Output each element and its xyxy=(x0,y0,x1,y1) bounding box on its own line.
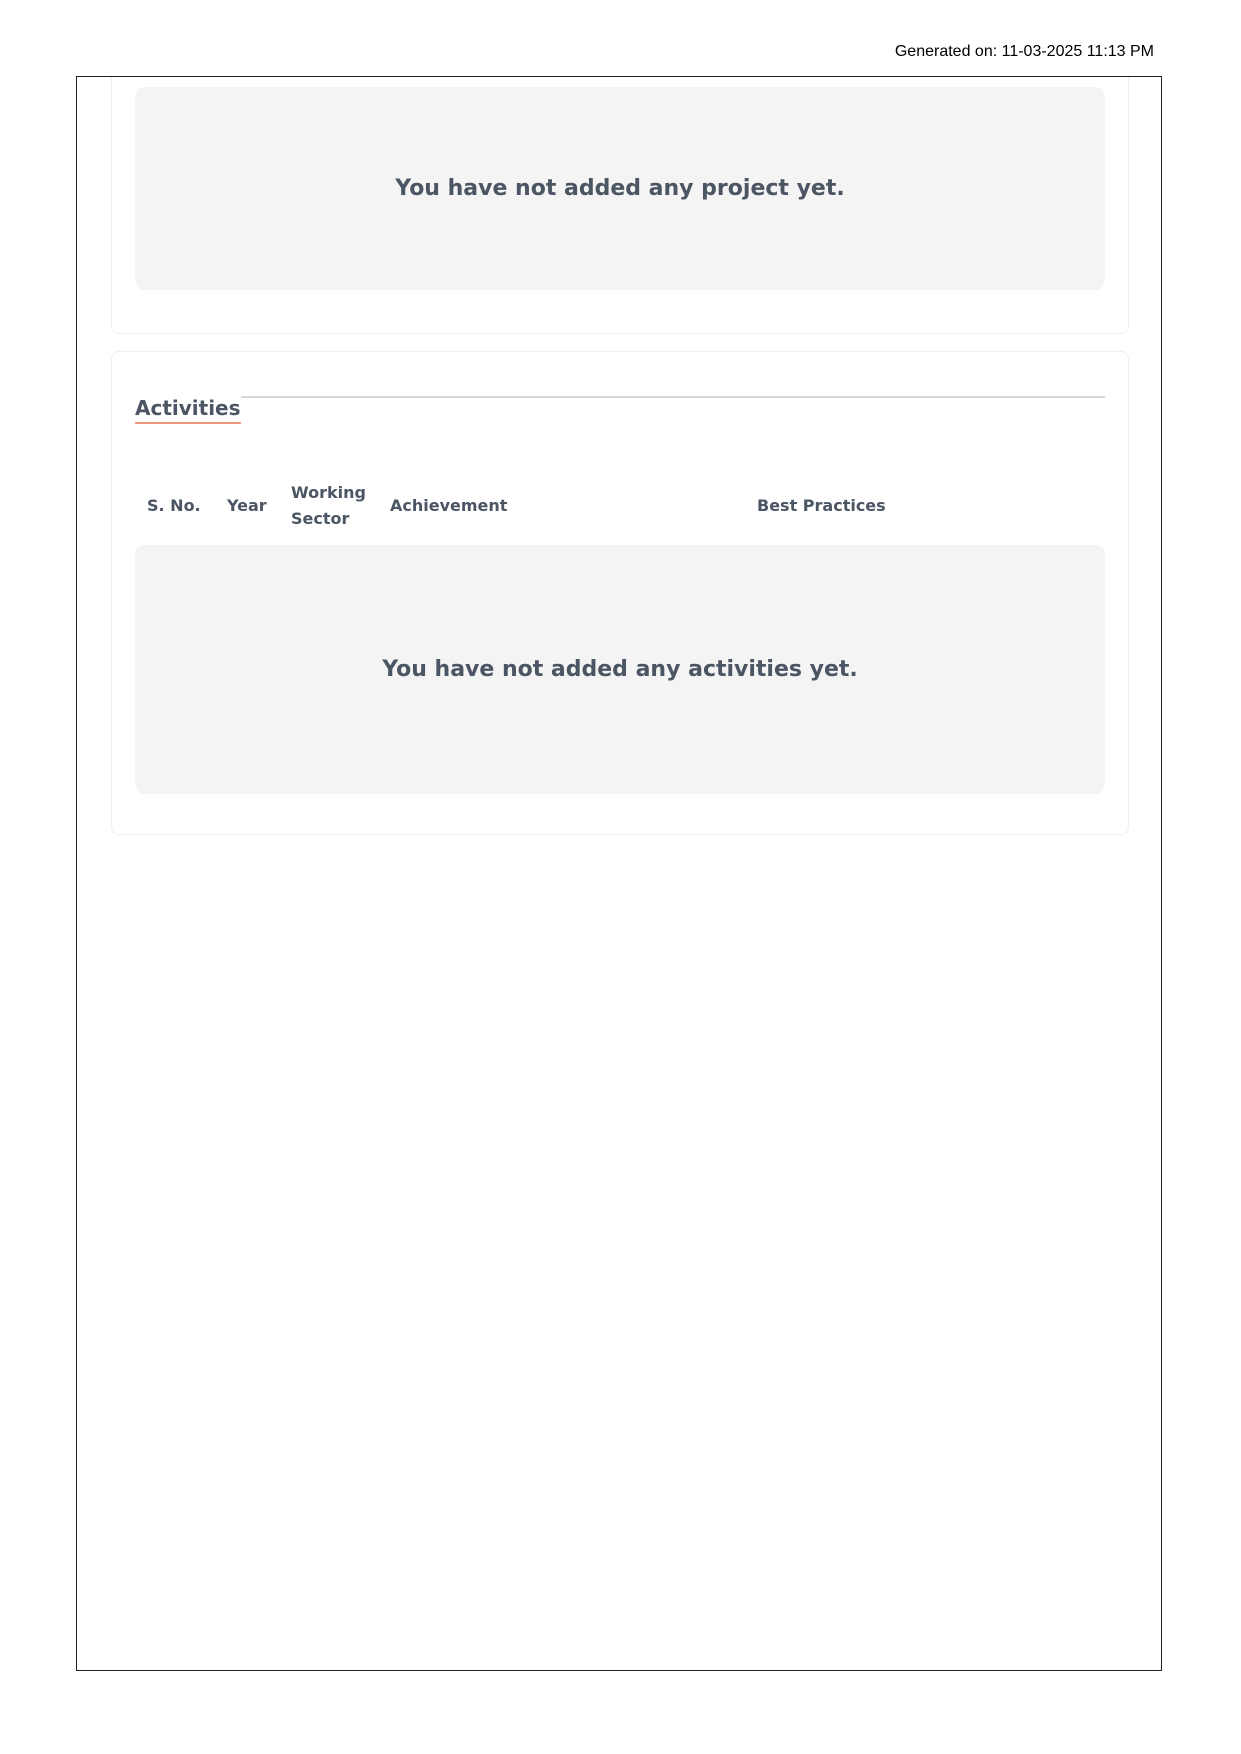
activities-empty-state xyxy=(135,545,1105,794)
projects-empty-state xyxy=(135,87,1105,290)
activities-heading xyxy=(135,396,1105,426)
column-header-working-sector: Working Sector xyxy=(291,483,366,528)
section-divider xyxy=(241,396,1105,398)
column-header-best-practices: Best Practices xyxy=(757,496,886,515)
column-header-achievement: Achievement xyxy=(390,496,508,515)
projects-card xyxy=(111,76,1129,334)
projects-empty-message: You have not added any project yet. xyxy=(395,176,845,201)
activities-table-header xyxy=(135,478,1105,534)
activities-card xyxy=(111,351,1129,835)
column-header-year: Year xyxy=(227,496,267,515)
page-frame xyxy=(76,76,1162,1671)
generated-timestamp: Generated on: 11-03-2025 11:13 PM xyxy=(894,43,1154,60)
activities-empty-message: You have not added any activities yet. xyxy=(382,657,858,682)
column-header-sno: S. No. xyxy=(147,496,201,515)
activities-title: Activities xyxy=(135,396,241,424)
